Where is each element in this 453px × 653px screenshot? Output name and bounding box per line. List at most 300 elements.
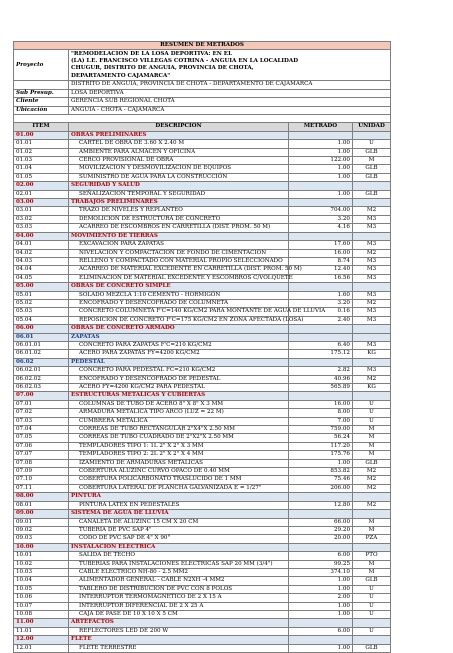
item-unidad xyxy=(353,333,391,341)
item-metrado: 40.96 xyxy=(289,375,353,383)
item-description: FLETE TERRESTRE xyxy=(69,644,289,652)
item-description: INTERRUPTOR TERMOMAGNETICO DE 2 X 15 A xyxy=(69,594,289,602)
item-code: 07.11 xyxy=(14,484,69,492)
table-row xyxy=(14,426,391,434)
item-unidad: PTO xyxy=(353,552,391,560)
item-metrado xyxy=(289,543,353,551)
item-description: OBRAS DE CONCRETO ARMADO xyxy=(69,325,289,333)
item-description: PINTURA xyxy=(69,493,289,501)
item-description: CONCRETO PARA ZAPATAS F'C=210 KG/CM2 xyxy=(69,341,289,349)
section-row xyxy=(14,131,391,139)
item-code: 07.08 xyxy=(14,459,69,467)
item-code: 06.01.02 xyxy=(14,350,69,358)
item-code: 04.05 xyxy=(14,274,69,282)
item-code: 03.02 xyxy=(14,215,69,223)
section-row xyxy=(14,182,391,190)
item-code: 07.00 xyxy=(14,392,69,400)
item-description: CARTEL DE OBRA DE 3.60 X 2.40 M xyxy=(69,140,289,148)
item-metrado: 2.40 xyxy=(289,316,353,324)
column-header-row xyxy=(14,123,391,131)
table-row xyxy=(14,594,391,602)
section-row xyxy=(14,232,391,240)
item-unidad xyxy=(353,283,391,291)
item-code: 10.00 xyxy=(14,543,69,551)
item-code: 09.00 xyxy=(14,510,69,518)
item-metrado: 704.00 xyxy=(289,207,353,215)
item-metrado: 2.82 xyxy=(289,367,353,375)
col-header-descripcion: DESCRIPCION xyxy=(69,123,289,131)
item-metrado: 66.00 xyxy=(289,518,353,526)
sub-presup-row xyxy=(14,89,391,97)
table-row xyxy=(14,157,391,165)
item-description: CABLE ELECTRICO NH-80 - 2.5 MM2 xyxy=(69,568,289,576)
item-unidad: M xyxy=(353,442,391,450)
item-metrado: 3.20 xyxy=(289,299,353,307)
table-row xyxy=(14,610,391,618)
cliente-label: Cliente xyxy=(14,98,69,106)
ubicacion-label: Ubicación xyxy=(14,106,69,114)
item-unidad: M xyxy=(353,157,391,165)
item-unidad: U xyxy=(353,400,391,408)
item-code: 12.01 xyxy=(14,644,69,652)
item-description: ACERO PARA ZAPATAS FY=4200 KG/CM2 xyxy=(69,350,289,358)
sub-presup-value: LOSA DEPORTIVA xyxy=(69,89,391,97)
table-row xyxy=(14,459,391,467)
item-code: 05.02 xyxy=(14,299,69,307)
item-metrado: 1.00 xyxy=(289,644,353,652)
ubicacion-line: DISTRITO DE ANGUIA, PROVINCIA DE CHOTA - DEPARTAMENTO DE CAJAMARCA xyxy=(69,81,391,89)
item-metrado xyxy=(289,199,353,207)
item-unidad: U xyxy=(353,140,391,148)
item-unidad: M xyxy=(353,568,391,576)
spacer-row xyxy=(14,115,391,123)
item-description: INSTALACION ELECTRICA xyxy=(69,543,289,551)
proyecto-line: (LA) I.E. FRANCISCO VILLEGAS COTRINA - ANGUIA EN LA LOCALIDAD xyxy=(71,58,299,65)
item-code: 05.03 xyxy=(14,308,69,316)
item-code: 08.01 xyxy=(14,501,69,509)
item-metrado xyxy=(289,182,353,190)
item-code: 10.07 xyxy=(14,602,69,610)
item-description: SUMINISTRO DE AGUA PARA LA CONSTRUCCIÓN xyxy=(69,173,289,181)
item-description: RELLENO Y COMPACTADO CON MATERIAL PROPIO SELECCIONADO xyxy=(69,257,289,265)
proyecto-line: DEPARTAMENTO CAJAMARCA" xyxy=(71,72,171,79)
item-description: SEGURIDAD Y SALUD xyxy=(69,182,289,190)
item-code: 07.09 xyxy=(14,468,69,476)
item-code: 06.01.01 xyxy=(14,341,69,349)
item-code: 04.03 xyxy=(14,257,69,265)
table-row xyxy=(14,140,391,148)
item-metrado xyxy=(289,636,353,644)
item-code: 10.03 xyxy=(14,568,69,576)
table-row xyxy=(14,291,391,299)
table-row xyxy=(14,316,391,324)
item-unidad: M2 xyxy=(353,484,391,492)
item-description: ELIMINACION DE MATERIAL EXCEDENTE Y ESCOMBROS C/VOLQUETE xyxy=(69,274,289,282)
item-unidad: M3 xyxy=(353,291,391,299)
item-description: CONCRETO PARA PEDESTAL FC=210 KG/CM2 xyxy=(69,367,289,375)
table-row xyxy=(14,215,391,223)
col-header-item: ITEM xyxy=(14,123,69,131)
item-code: 12.00 xyxy=(14,636,69,644)
table-row xyxy=(14,526,391,534)
item-unidad: M3 xyxy=(353,316,391,324)
table-row xyxy=(14,190,391,198)
item-metrado: 0.16 xyxy=(289,308,353,316)
spacer-cell xyxy=(14,115,391,123)
item-unidad xyxy=(353,182,391,190)
section-row xyxy=(14,493,391,501)
item-metrado: 3.20 xyxy=(289,215,353,223)
item-description: ENCOFRADO Y DESENCOFRADO DE COLUMNETA xyxy=(69,299,289,307)
item-metrado xyxy=(289,392,353,400)
item-unidad: M2 xyxy=(353,299,391,307)
item-code: 10.05 xyxy=(14,585,69,593)
item-code: 07.05 xyxy=(14,434,69,442)
item-metrado: 16.00 xyxy=(289,249,353,257)
table-row xyxy=(14,577,391,585)
item-metrado: 1.00 xyxy=(289,148,353,156)
item-code: 07.06 xyxy=(14,442,69,450)
table-row xyxy=(14,224,391,232)
item-unidad: GLB xyxy=(353,459,391,467)
ubicacion-line-row xyxy=(14,81,391,89)
header-table xyxy=(13,41,391,653)
item-unidad xyxy=(353,232,391,240)
table-row xyxy=(14,400,391,408)
item-description: COBERTURA LATERAL DE PLANCHA GALVANIZADA E = 1/27" xyxy=(69,484,289,492)
item-code: 07.01 xyxy=(14,400,69,408)
item-description: FLETE xyxy=(69,636,289,644)
item-unidad: M xyxy=(353,451,391,459)
table-row xyxy=(14,148,391,156)
item-code: 07.02 xyxy=(14,409,69,417)
item-unidad xyxy=(353,543,391,551)
item-metrado: 12.40 xyxy=(289,266,353,274)
item-description: SALIDA DE TECHO xyxy=(69,552,289,560)
section-row xyxy=(14,619,391,627)
table-row xyxy=(14,249,391,257)
item-unidad: U xyxy=(353,602,391,610)
item-description: CANALETA DE ALUZINC 15 CM X 20 CM xyxy=(69,518,289,526)
section-row xyxy=(14,392,391,400)
item-unidad: U xyxy=(353,610,391,618)
item-metrado xyxy=(289,619,353,627)
table-row xyxy=(14,451,391,459)
item-unidad: GLB xyxy=(353,165,391,173)
item-unidad: M2 xyxy=(353,207,391,215)
proyecto-name xyxy=(69,50,391,81)
item-unidad xyxy=(353,636,391,644)
table-row xyxy=(14,585,391,593)
item-description: ACARREO DE ESCOMBROS EN CARRETILLA (DIST. PROM. 50 M) xyxy=(69,224,289,232)
sheet-title: RESUMEN DE METRADOS xyxy=(14,42,391,50)
item-description: REFLECTORES LED DE 200 W xyxy=(69,627,289,635)
proyecto-label: Proyecto xyxy=(14,50,69,81)
item-metrado xyxy=(289,510,353,518)
item-code: 01.03 xyxy=(14,157,69,165)
item-metrado: 374.10 xyxy=(289,568,353,576)
table-row xyxy=(14,375,391,383)
section-row xyxy=(14,636,391,644)
item-description: CUMBRERA METALICA xyxy=(69,417,289,425)
item-code: 07.04 xyxy=(14,426,69,434)
item-description: CORREAS DE TUBO RECTANGULAR 2"X4"X 2.50 MM xyxy=(69,426,289,434)
item-description: TRAZO DE NIVELES Y REPLANTEO xyxy=(69,207,289,215)
item-metrado: 2.00 xyxy=(289,594,353,602)
item-description: PEDESTAL xyxy=(69,358,289,366)
item-description: TUBERIAS PARA INSTALACIONES ELECTRICAS SAP 20 MM (3/4") xyxy=(69,560,289,568)
item-description: MOVILIZACION Y DESMOVILIZACION DE EQUIPOS xyxy=(69,165,289,173)
table-row xyxy=(14,257,391,265)
item-metrado xyxy=(289,333,353,341)
item-metrado: 17.60 xyxy=(289,241,353,249)
item-description: INTERRUPTOR DIFERENCIAL DE 2 X 25 A xyxy=(69,602,289,610)
item-unidad: PZA xyxy=(353,535,391,543)
item-description: COBERTURA ALUZINC CURVO OPACO DE 0.40 MM xyxy=(69,468,289,476)
item-unidad xyxy=(353,199,391,207)
empty-cell xyxy=(14,81,69,89)
item-metrado xyxy=(289,358,353,366)
item-unidad xyxy=(353,392,391,400)
item-metrado: 1.00 xyxy=(289,140,353,148)
item-description: SEÑALIZACION TEMPORAL Y SEGURIDAD xyxy=(69,190,289,198)
item-description: TUBERIA DE PVC SAP 4" xyxy=(69,526,289,534)
item-description: ACARREO DE MATERIAL EXCEDENTE EN CARRETILLA (DIST. PROM. 50 M) xyxy=(69,266,289,274)
item-code: 07.10 xyxy=(14,476,69,484)
item-metrado: 759.00 xyxy=(289,426,353,434)
item-metrado: 16.56 xyxy=(289,274,353,282)
item-unidad: M2 xyxy=(353,476,391,484)
item-metrado: 1.00 xyxy=(289,459,353,467)
item-code: 10.04 xyxy=(14,577,69,585)
cliente-value: GERENCIA SUB REGIONAL CHOTA xyxy=(69,98,391,106)
item-unidad: M2 xyxy=(353,249,391,257)
item-metrado: 175.12 xyxy=(289,350,353,358)
item-code: 11.00 xyxy=(14,619,69,627)
item-code: 03.03 xyxy=(14,224,69,232)
item-metrado xyxy=(289,493,353,501)
item-metrado: 1.00 xyxy=(289,173,353,181)
item-description: ACERO FY=4200 KG/CM2 PARA PEDESTAL xyxy=(69,384,289,392)
col-header-unidad: UNIDAD xyxy=(353,123,391,131)
item-unidad: U xyxy=(353,594,391,602)
table-row xyxy=(14,384,391,392)
item-description: AMBIENTE PARA ALMACEN Y OFICINA xyxy=(69,148,289,156)
table-row xyxy=(14,266,391,274)
item-code: 02.01 xyxy=(14,190,69,198)
item-code: 05.04 xyxy=(14,316,69,324)
table-row xyxy=(14,560,391,568)
item-code: 09.02 xyxy=(14,526,69,534)
proyecto-line: "REMODELACION DE LA LOSA DEPORTIVA: EN EL xyxy=(71,51,232,58)
item-metrado: 853.82 xyxy=(289,468,353,476)
item-description: TRABAJOS PRELIMINARES xyxy=(69,199,289,207)
item-metrado xyxy=(289,283,353,291)
item-description: ARMADURA METALICA TIPO ARCO (LUZ = 22 M) xyxy=(69,409,289,417)
item-metrado: 175.76 xyxy=(289,451,353,459)
item-code: 06.02 xyxy=(14,358,69,366)
section-row xyxy=(14,543,391,551)
table-row xyxy=(14,627,391,635)
item-description: NIVELACION Y COMPACTACION DE FONDO DE CIMENTACION xyxy=(69,249,289,257)
metrados-sheet xyxy=(13,41,390,653)
item-metrado: 8.74 xyxy=(289,257,353,265)
item-unidad: M3 xyxy=(353,215,391,223)
item-code: 06.00 xyxy=(14,325,69,333)
item-code: 10.01 xyxy=(14,552,69,560)
item-unidad: M2 xyxy=(353,468,391,476)
metrados-rows xyxy=(14,131,391,652)
item-metrado: 99.25 xyxy=(289,560,353,568)
item-description: IZAMIENTO DE ARMADURAS METALICAS xyxy=(69,459,289,467)
item-unidad: M3 xyxy=(353,257,391,265)
section-row xyxy=(14,325,391,333)
item-metrado: 29.20 xyxy=(289,526,353,534)
table-row xyxy=(14,417,391,425)
sub-presup-label: Sub Presup. xyxy=(14,89,69,97)
item-description: ESTRUCTURAS METALICAS Y CUBIERTAS xyxy=(69,392,289,400)
table-row xyxy=(14,299,391,307)
item-unidad: M2 xyxy=(353,375,391,383)
item-code: 01.01 xyxy=(14,140,69,148)
item-description: PINTURA LATEX EN PEDESTALES xyxy=(69,501,289,509)
item-description: TEMPLADORES TIPO 2: 2L 2" X 2" X 4 MM xyxy=(69,451,289,459)
item-metrado: 565.89 xyxy=(289,384,353,392)
ubicacion-row xyxy=(14,106,391,114)
subsection-row xyxy=(14,358,391,366)
item-unidad xyxy=(353,619,391,627)
table-row xyxy=(14,644,391,652)
table-row xyxy=(14,350,391,358)
table-row xyxy=(14,602,391,610)
proyecto-line: CHUGUR, DISTRITO DE ANGUIA, PROVINCIA DE CHOTA, xyxy=(71,65,254,72)
item-unidad: M xyxy=(353,560,391,568)
item-unidad: GLB xyxy=(353,148,391,156)
item-description: CODO DE PVC SAP DE 4" X 90° xyxy=(69,535,289,543)
item-code: 06.02.02 xyxy=(14,375,69,383)
item-metrado: 75.46 xyxy=(289,476,353,484)
item-description: ARTEFACTOS xyxy=(69,619,289,627)
item-code: 03.00 xyxy=(14,199,69,207)
item-code: 01.05 xyxy=(14,173,69,181)
item-unidad: M xyxy=(353,426,391,434)
item-description: DEMOLICION DE ESTRUCTURA DE CONCRETO xyxy=(69,215,289,223)
item-unidad: GLB xyxy=(353,644,391,652)
item-metrado: 206.00 xyxy=(289,484,353,492)
item-description: REPOSICION DE CONCRETO F'C=175 KG/CM2 EN ZONA AFECTADA (LOSA) xyxy=(69,316,289,324)
item-description: OBRAS DE CONCRETO SIMPLE xyxy=(69,283,289,291)
item-code: 04.04 xyxy=(14,266,69,274)
cliente-row xyxy=(14,98,391,106)
item-code: 04.02 xyxy=(14,249,69,257)
item-description: OBRAS PRELIMINARES xyxy=(69,131,289,139)
table-row xyxy=(14,341,391,349)
item-metrado: 117.20 xyxy=(289,442,353,450)
item-unidad: M xyxy=(353,526,391,534)
item-metrado: 122.00 xyxy=(289,157,353,165)
item-metrado: 6.40 xyxy=(289,341,353,349)
item-unidad xyxy=(353,510,391,518)
title-row xyxy=(14,42,391,50)
item-code: 06.02.03 xyxy=(14,384,69,392)
item-metrado: 1.00 xyxy=(289,577,353,585)
item-description: ALIMENTADOR GENERAL - CABLE N2XH -4 MM2 xyxy=(69,577,289,585)
item-description: CERCO PROVISIONAL DE OBRA xyxy=(69,157,289,165)
table-row xyxy=(14,518,391,526)
table-row xyxy=(14,274,391,282)
table-row xyxy=(14,165,391,173)
item-unidad: M3 xyxy=(353,274,391,282)
item-metrado: 1.00 xyxy=(289,602,353,610)
item-unidad: U xyxy=(353,417,391,425)
item-unidad: M3 xyxy=(353,266,391,274)
item-description: SOLADO MEZCLA 1:10 CEMENTO - HORMIGÓN xyxy=(69,291,289,299)
table-row xyxy=(14,434,391,442)
item-metrado: 4.16 xyxy=(289,224,353,232)
table-row xyxy=(14,552,391,560)
table-row xyxy=(14,568,391,576)
table-row xyxy=(14,476,391,484)
item-metrado: 56.24 xyxy=(289,434,353,442)
item-metrado: 8.00 xyxy=(289,409,353,417)
item-description: COLUMNAS DE TUBO DE ACERO 8" X 8" X 3 MM xyxy=(69,400,289,408)
item-code: 01.02 xyxy=(14,148,69,156)
table-row xyxy=(14,484,391,492)
table-row xyxy=(14,207,391,215)
item-unidad: GLB xyxy=(353,577,391,585)
item-metrado: 12.80 xyxy=(289,501,353,509)
item-unidad: M3 xyxy=(353,308,391,316)
table-row xyxy=(14,442,391,450)
table-row xyxy=(14,535,391,543)
item-unidad: M3 xyxy=(353,224,391,232)
item-code: 05.00 xyxy=(14,283,69,291)
item-code: 09.01 xyxy=(14,518,69,526)
item-metrado: 1.00 xyxy=(289,190,353,198)
item-unidad: M3 xyxy=(353,341,391,349)
table-row xyxy=(14,173,391,181)
proyecto-row xyxy=(14,50,391,81)
item-code: 02.00 xyxy=(14,182,69,190)
item-metrado: 6.00 xyxy=(289,552,353,560)
item-unidad xyxy=(353,493,391,501)
item-unidad: M3 xyxy=(353,367,391,375)
item-code: 07.03 xyxy=(14,417,69,425)
item-unidad: GLB xyxy=(353,190,391,198)
item-unidad: U xyxy=(353,409,391,417)
item-code: 03.01 xyxy=(14,207,69,215)
item-metrado xyxy=(289,325,353,333)
item-metrado: 6.00 xyxy=(289,627,353,635)
item-code: 06.02.01 xyxy=(14,367,69,375)
item-code: 04.00 xyxy=(14,232,69,240)
item-metrado xyxy=(289,232,353,240)
item-code: 10.08 xyxy=(14,610,69,618)
item-description: TABLERO DE DISTRIBUCION DE PVC CON 8 POLOS xyxy=(69,585,289,593)
item-description: ZAPATAS xyxy=(69,333,289,341)
section-row xyxy=(14,199,391,207)
item-unidad xyxy=(353,325,391,333)
item-code: 10.02 xyxy=(14,560,69,568)
item-metrado: 1.00 xyxy=(289,165,353,173)
item-metrado: 1.00 xyxy=(289,610,353,618)
item-metrado: 16.00 xyxy=(289,400,353,408)
item-code: 01.00 xyxy=(14,131,69,139)
item-metrado: 1.60 xyxy=(289,291,353,299)
item-code: 07.07 xyxy=(14,451,69,459)
table-row xyxy=(14,367,391,375)
item-unidad: M2 xyxy=(353,501,391,509)
